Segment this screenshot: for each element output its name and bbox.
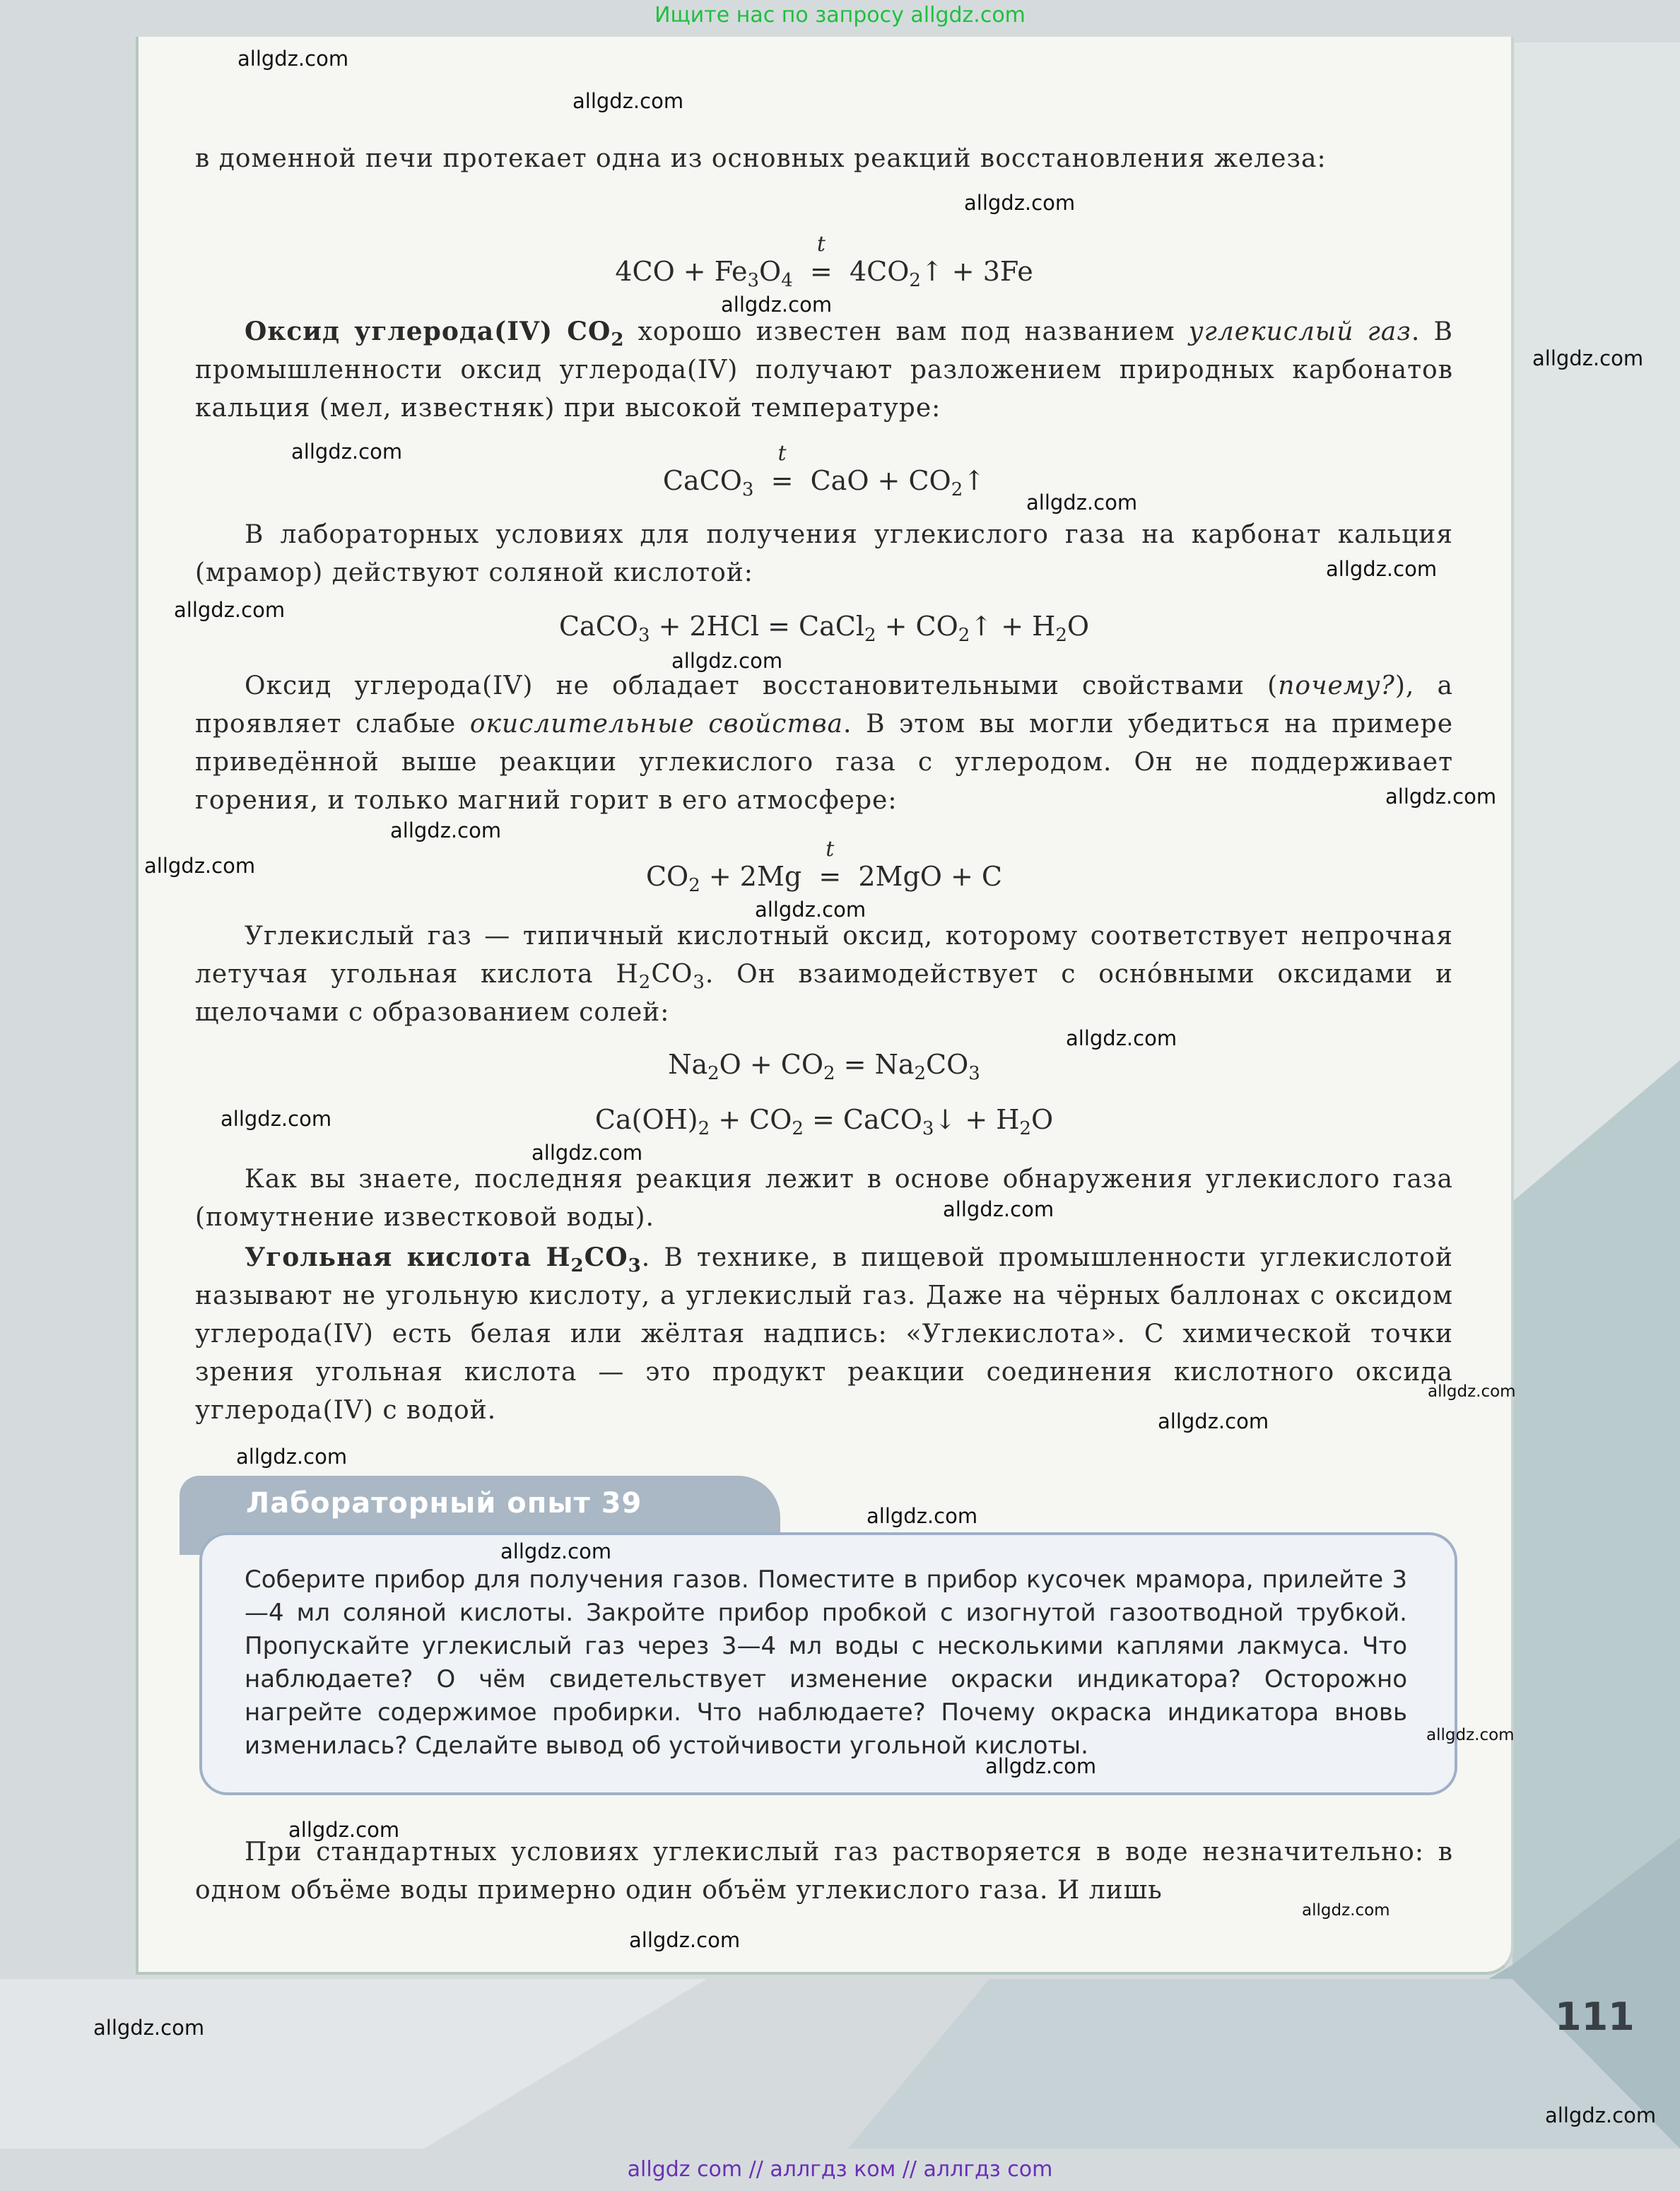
paragraph-acidic-oxide: Углекислый газ — типичный кислотный оксид, которому соответствует непрочная летучая угольная кислота $H_2CO_3$. Он взаимодействует с осно́вными оксидами и щелочами с образованием солей:: [195, 922, 1454, 1027]
watermark-link[interactable]: allgdz.com: [1066, 1026, 1177, 1050]
watermark-link[interactable]: allgdz.com: [1532, 346, 1644, 370]
equation-calcium-hydroxide: $Ca(OH)_2 + CO_2$ = CaCO$_3$↓ + $H_2O$: [594, 1104, 1054, 1139]
watermark-link[interactable]: allgdz.com: [964, 191, 1076, 215]
paragraph-limewater: Как вы знаете, последняя реакция лежит в основе обнаружения углекислого газа (помутнение известковой воды).: [195, 1165, 1453, 1232]
watermark-link[interactable]: allgdz.com: [291, 440, 403, 464]
watermark-link[interactable]: allgdz.com: [1426, 1726, 1515, 1744]
watermark-link[interactable]: allgdz.com: [629, 1928, 741, 1952]
watermark-link[interactable]: allgdz.com: [144, 854, 256, 878]
watermark-link[interactable]: allgdz.com: [985, 1754, 1097, 1778]
equation-iron-reduction: $4CO + Fe_3O_4$ = t $4CO_2↑ + 3Fe$: [615, 232, 1033, 291]
watermark-link[interactable]: allgdz.com: [1326, 557, 1438, 581]
bottom-banner[interactable]: allgdz com // аллгдз ком // аллгдз com: [627, 2157, 1053, 2182]
watermark-link[interactable]: allgdz.com: [671, 649, 783, 673]
watermark-link[interactable]: allgdz.com: [288, 1818, 400, 1842]
lab-experiment-title: Лабораторный опыт 39: [246, 1487, 642, 1520]
paragraph-intro: в доменной печи протекает одна из основных реакций восстановления железа:: [195, 144, 1327, 173]
equation-hcl-reaction: CaCO$_3$ + 2HCl = CaCl$_2$ + $CO_2↑ + H_2O$: [558, 611, 1090, 646]
lab-experiment-text: Соберите прибор для получения газов. Поместите в прибор кусочек мрамора, прилейте 3—4 мл соляной кислоты. Закройте прибор пробкой с изогнутой газоотводной трубкой. Пропускайте углекислый газ через 3—4 мл воды с несколькими каплями лакмуса. Что наблюдаете? О чём свидетельствует изменение окраски индикатора? Осторожно нагрейте содержимое пробирки. Что наблюдаете? Почему окраска индикатора вновь изменилась? Сделайте вывод об устойчивости угольной кислоты.: [245, 1566, 1407, 1760]
watermark-link[interactable]: allgdz.com: [721, 293, 833, 317]
watermark-link[interactable]: allgdz.com: [1302, 1901, 1390, 1920]
watermark-link[interactable]: allgdz.com: [572, 89, 684, 113]
watermark-link[interactable]: allgdz.com: [221, 1107, 332, 1131]
watermark-link[interactable]: allgdz.com: [1158, 1409, 1269, 1433]
top-banner[interactable]: Ищите нас по запросу allgdz.com: [654, 3, 1026, 28]
equation-calcium-carbonate-decomposition: CaCO$_3$ = t CaO + $CO_2↑$: [662, 441, 986, 500]
paragraph-oxidizing-properties: Оксид углерода(IV) не обладает восстановительными свойствами (почему?), а проявляет слабые окислительные свойства. В этом вы могли убедиться на примере приведённой выше реакции углекислого газа с углеродом. Он не поддерживает горения, и только магний горит в его атмосфере:: [195, 671, 1454, 815]
page-number: 111: [1555, 1995, 1635, 2039]
paragraph-solubility: При стандартных условиях углекислый газ растворяется в воде незначительно: в одном объёме воды примерно один объём углекислого газа. И лишь: [195, 1838, 1453, 1905]
watermark-link[interactable]: allgdz.com: [755, 898, 867, 922]
watermark-link[interactable]: allgdz.com: [93, 2016, 205, 2040]
paragraph-carbonic-acid: Угольная кислота $H_2CO_3$. В технике, в пищевой промышленности углекислотой называют не угольную кислоту, а углекислый газ. Даже на чёрных баллонах с оксидом углерода(IV) есть белая или жёлтая надпись: «Углекислота». С химической точки зрения угольная кислота — это продукт реакции соединения кислотного оксида углерода(IV) с водой.: [195, 1243, 1453, 1425]
paragraph-co2-oxide: Оксид углерода(IV) $CO_2$ хорошо известен вам под названием углекислый газ. В промышленности оксид углерода(IV) получают разложением природных карбонатов кальция (мел, известняк) при высокой температуре:: [195, 317, 1454, 423]
watermark-link[interactable]: allgdz.com: [500, 1539, 612, 1563]
watermark-link[interactable]: allgdz.com: [236, 1445, 348, 1469]
watermark-link[interactable]: allgdz.com: [1545, 2103, 1657, 2127]
watermark-link[interactable]: allgdz.com: [1385, 785, 1497, 809]
watermark-link[interactable]: allgdz.com: [531, 1141, 643, 1165]
watermark-link[interactable]: allgdz.com: [943, 1197, 1055, 1221]
paragraph-lab-conditions: В лабораторных условиях для получения углекислого газа на карбонат кальция (мрамор) действуют соляной кислотой:: [195, 520, 1453, 587]
equation-sodium-oxide: $Na_2O + CO_2 = Na_2CO_3$: [668, 1049, 980, 1084]
watermark-link[interactable]: allgdz.com: [1026, 491, 1138, 515]
watermark-link[interactable]: allgdz.com: [1428, 1382, 1516, 1401]
watermark-link[interactable]: allgdz.com: [867, 1504, 978, 1528]
watermark-link[interactable]: allgdz.com: [390, 818, 502, 842]
watermark-link[interactable]: allgdz.com: [174, 598, 286, 622]
watermark-link[interactable]: allgdz.com: [237, 47, 349, 71]
equation-magnesium-burning: $CO_2 + 2Mg$ = t 2MgO + C: [645, 837, 1002, 896]
